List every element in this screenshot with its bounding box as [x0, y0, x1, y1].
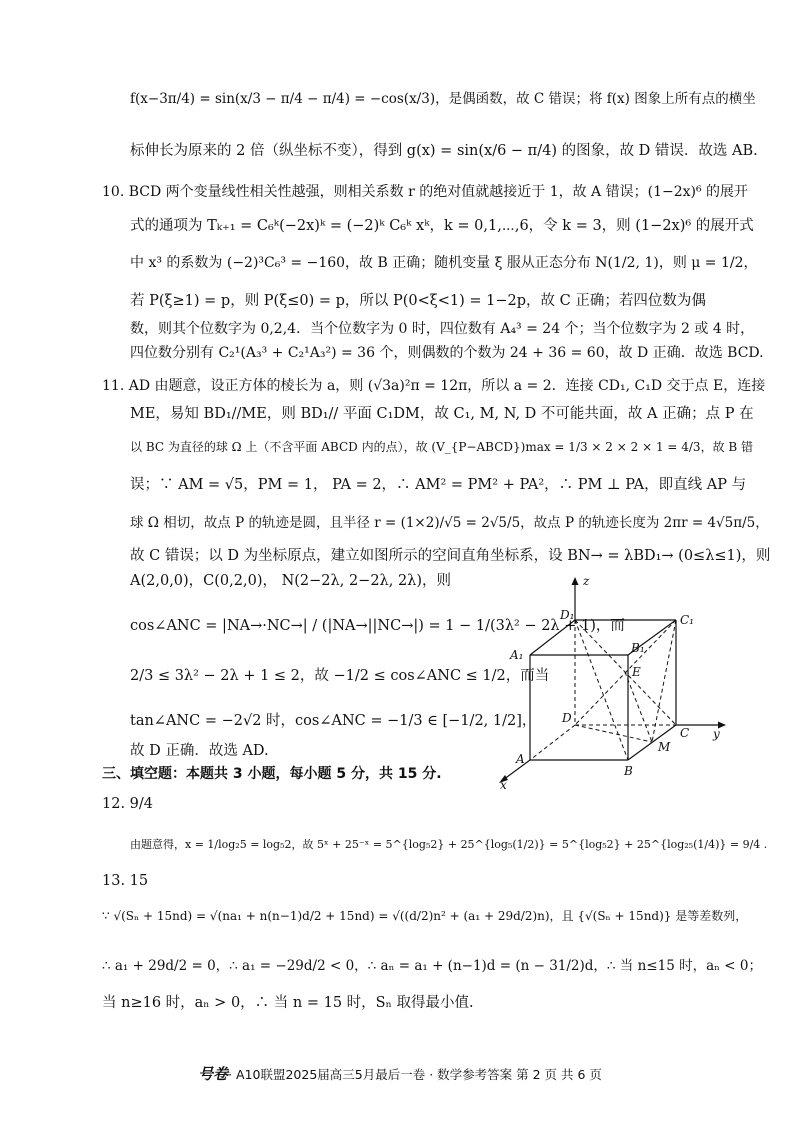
q11-line-4: 误；∵ AM = √5，PM = 1， PA = 2，∴ AM² = PM² + PA²，∴ PM ⊥ PA，即直线 AP 与: [130, 477, 747, 493]
seg-c1-m: [652, 620, 676, 742]
q12-solution: 由题意得，x = 1/log₂5 = log₅2，故 5ˣ + 25⁻ˣ = 5^{log₅2} + 25^{log₅(1/2)} = 5^{log₅2} + 25^{log₂₅(1/4)} = 9/4 .: [130, 838, 768, 851]
footer-logo: 号卷: [198, 1065, 229, 1083]
q11-line-3: 以 BC 为直径的球 Ω 上（不含平面 ABCD 内的点），故 (V_{P−ABCD})max = 1/3 × 2 × 2 × 1 = 4/3，故 B 错: [130, 440, 754, 454]
q13-line-1: ∵ √(Sₙ + 15nd) = √(na₁ + n(n−1)d/2 + 15nd) = √((d/2)n² + (a₁ + 29d/2)n)，且 {√(Sₙ + 15nd)} 是等差数列，: [102, 909, 748, 923]
q11-line-1: 11. AD 由题意，设正方体的棱长为 a，则 (√3a)²π = 12π，所以 a = 2．连接 CD₁, C₁D 交于点 E，连接: [102, 378, 766, 394]
cube-figure: [498, 575, 738, 790]
q13-line-3: 当 n≥16 时，aₙ > 0，∴ 当 n = 15 时，Sₙ 取得最小值.: [102, 995, 474, 1011]
line-2: 标伸长为原来的 2 倍（纵坐标不变），得到 g(x) = sin(x/6 − π/4) 的图象，故 D 错误．故选 AB.: [130, 143, 758, 159]
q10-line-6: 四位数分别有 C₂¹(A₃³ + C₂¹A₃²) = 36 个，则偶数的个数为 24 + 36 = 60，故 D 正确．故选 BCD.: [130, 345, 764, 361]
q11-line-8: cos∠ANC = |NA→·NC→| / (|NA→||NC→|) = 1 − 1/(3λ² − 2λ + 1)，而: [130, 618, 625, 634]
q11-line-11: 故 D 正确．故选 AD.: [130, 743, 269, 759]
seg-e-m: [625, 672, 652, 742]
q11-line-6: 故 C 错误；以 D 为坐标原点，建立如图所示的空间直角坐标系，设 BN→ = λBD₁→ (0≤λ≤1)，则: [130, 548, 771, 564]
q10-line-1: 10. BCD 两个变量线性相关性越强，则相关系数 r 的绝对值就越接近于 1，故 A 错误；(1−2x)⁶ 的展开: [102, 184, 749, 200]
diag-d1-b: [575, 620, 628, 760]
label-c1: C₁: [680, 613, 694, 627]
q11-line-2: ME，易知 BD₁//ME，则 BD₁// 平面 C₁DM，故 C₁, M, N, D 不可能共面，故 A 正确；点 P 在: [130, 406, 754, 422]
z-arrow: [572, 577, 579, 585]
label-d: D: [562, 711, 572, 725]
q10-line-4: 若 P(ξ≥1) = p，则 P(ξ≤0) = p，所以 P(0<ξ<1) = 1−2p，故 C 正确；若四位数为偶: [130, 293, 706, 309]
seg-d-m: [575, 725, 652, 742]
label-y: y: [713, 727, 720, 741]
label-b: B: [624, 764, 633, 778]
q11-line-10: tan∠ANC = −2√2 时，cos∠ANC = −1/3 ∈ [−1/2, 1/2]，: [130, 713, 537, 729]
footer-text: · A10联盟2025届高三5月最后一卷 · 数学参考答案 第 2 页 共 6 页: [228, 1067, 602, 1082]
label-e: E: [632, 665, 641, 679]
q11-line-7: A(2,0,0)，C(0,2,0)， N(2−2λ, 2−2λ, 2λ)，则: [130, 573, 452, 589]
label-x: x: [500, 778, 507, 790]
q10-line-2: 式的通项为 Tₖ₊₁ = C₆ᵏ(−2x)ᵏ = (−2)ᵏ C₆ᵏ xᵏ，k = 0,1,⋯,6，令 k = 3，则 (1−2x)⁶ 的展开式: [130, 218, 754, 234]
q11-line-5: 球 Ω 相切，故点 P 的轨迹是圆，且半径 r = (1×2)/√5 = 2√5/5，故点 P 的轨迹长度为 2πr = 4√5π/5，: [130, 515, 769, 531]
label-b1: B₁: [631, 641, 645, 655]
label-a1: A₁: [510, 648, 524, 662]
label-a: A: [516, 752, 525, 766]
label-d1: D₁: [560, 608, 575, 622]
q13-line-2: ∴ a₁ + 29d/2 = 0，∴ a₁ = −29d/2 < 0，∴ aₙ = a₁ + (n−1)d = (n − 31/2)d，∴ 当 n≤15 时，aₙ < 0；: [102, 958, 762, 974]
label-c: C: [680, 726, 690, 740]
label-m: M: [658, 740, 671, 754]
edge-d-a: [530, 725, 575, 760]
edge-a1-d1: [530, 620, 575, 655]
page-footer: [0, 1063, 800, 1084]
q13-answer: 13. 15: [102, 873, 149, 889]
line-1: f(x−3π/4) = sin(x/3 − π/4 − π/4) = −cos(x/3)，是偶函数，故 C 错误；将 f(x) 图象上所有点的横坐: [130, 91, 756, 107]
q12-answer: 12. 9/4: [102, 796, 154, 812]
label-z: z: [583, 575, 590, 588]
section-heading-fill-in: 三、填空题：本题共 3 小题，每小题 5 分，共 15 分.: [102, 766, 442, 782]
q10-line-3: 中 x³ 的系数为 (−2)³C₆³ = −160，故 B 正确；随机变量 ξ 服从正态分布 N(1/2, 1)，则 μ = 1/2，: [130, 255, 758, 271]
q10-line-5: 数，则其个位数字为 0,2,4．当个位数字为 0 时，四位数有 A₄³ = 24 个；当个位数字为 2 或 4 时，: [130, 321, 755, 337]
q11-line-9: 2/3 ≤ 3λ² − 2λ + 1 ≤ 2，故 −1/2 ≤ cos∠ANC ≤ 1/2，而当: [130, 668, 550, 684]
